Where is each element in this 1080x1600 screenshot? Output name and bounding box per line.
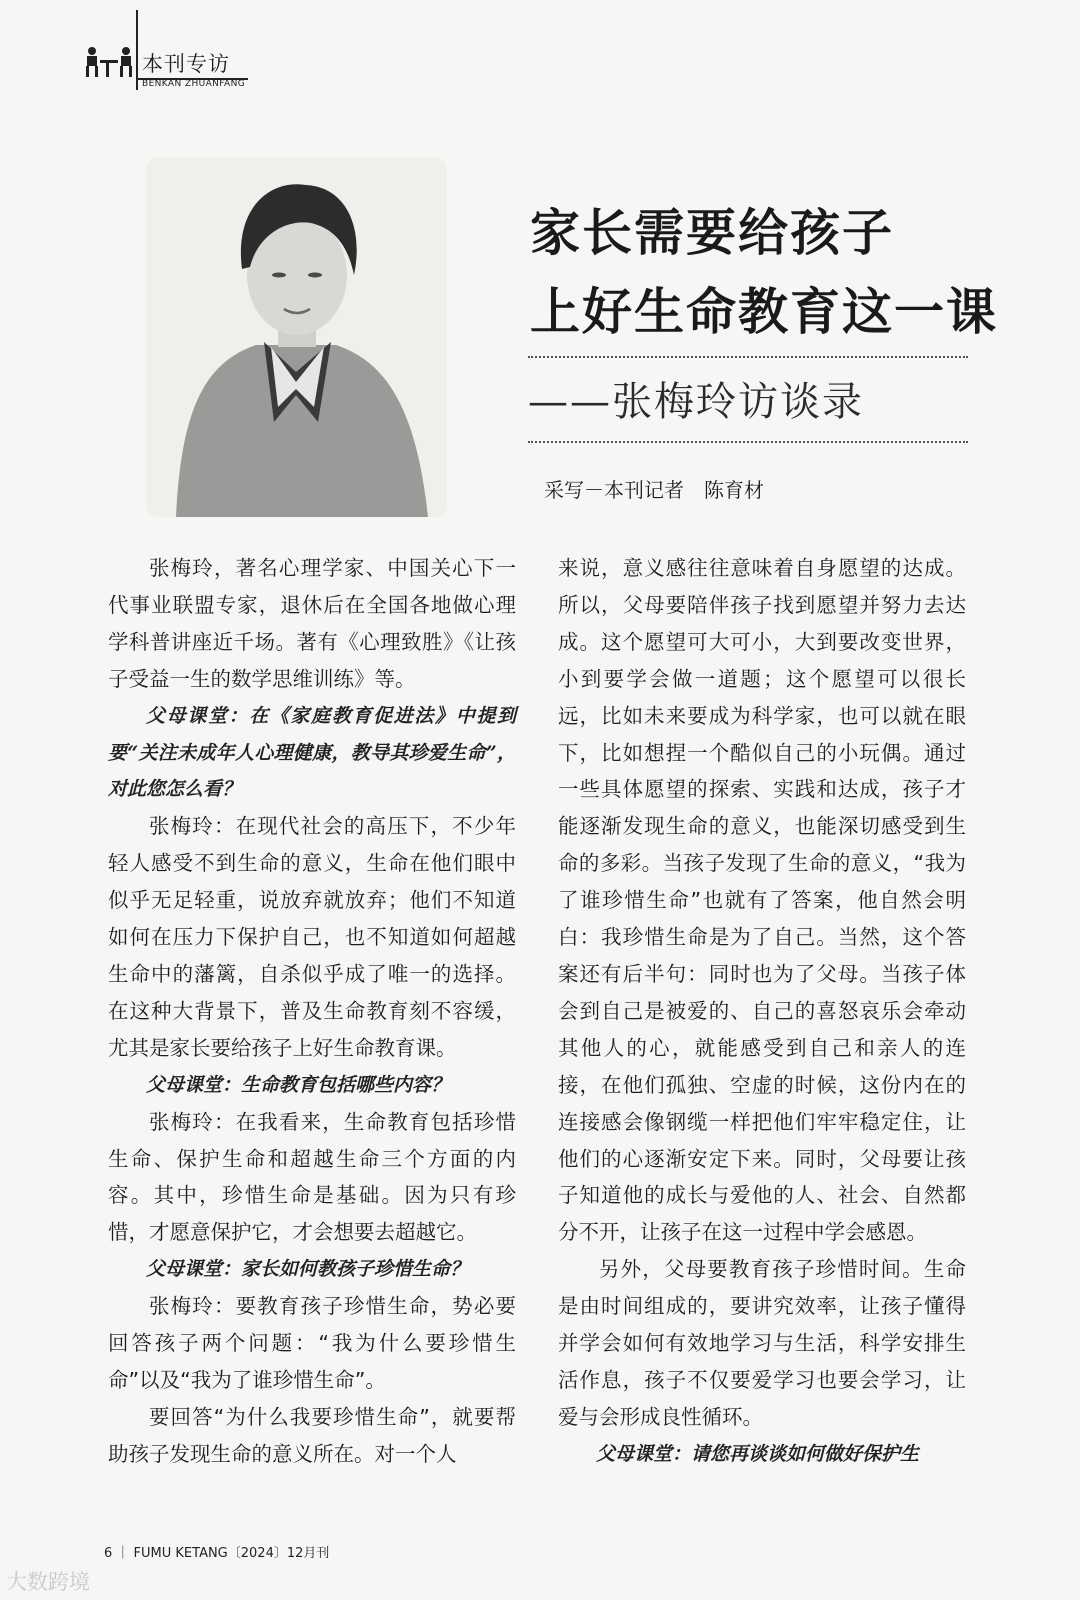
question: 父母课堂：在《家庭教育促进法》中提到要“关注未成年人心理健康，教导其珍爱生命”，对此您怎么看？	[108, 704, 516, 801]
section-title: 本刊专访	[142, 52, 230, 76]
question: 父母课堂：家长如何教孩子珍惜生命？	[146, 1258, 470, 1281]
article-byline: 采写－本刊记者 陈育材	[544, 478, 764, 502]
paragraph: 来说，意义感往往意味着自身愿望的达成。所以，父母要陪伴孩子找到愿望并努力去达成。这个愿望可大可小，大到要改变世界，小到要学会做一道题；这个愿望可以很长远，比如未来要成为科学家，也可以就在眼下，比如想捏一个酷似自己的小玩偶。通过一些具体愿望的探索、实践和达成，孩子才能逐渐发现生命的意义，也能深切感受到生命的多彩。当孩子发现了生命的意义，“我为了谁珍惜生命”也就有了答案，他自然会明白：我珍惜生命是为了自己。当然，这个答案还有后半句：同时也为了父母。当孩子体会到自己是被爱的、自己的喜怒哀乐会牵动其他人的心，就能感受到自己和亲人的连接，在他们孤独、空虚的时候，这份内在的连接感会像钢缆一样把他们牢牢稳定住，让他们的心逐渐安定下来。同时，父母要让孩子知道他的成长与爱他的人、社会、自然都分不开，让孩子在这一过程中学会感恩。	[558, 556, 966, 1245]
portrait-photo	[146, 157, 447, 517]
interview-icon	[84, 46, 134, 78]
question: 父母课堂：生命教育包括哪些内容？	[146, 1073, 451, 1096]
section-pinyin: BENKAN ZHUANFANG	[142, 79, 246, 89]
paragraph: 张梅玲：在现代社会的高压下，不少年轻人感受不到生命的意义，生命在他们眼中似乎无足轻重，说放弃就放弃；他们不知道如何在压力下保护自己，也不知道如何超越生命中的藩篱，自杀似乎成了唯一的选择。在这种大背景下，普及生命教育刻不容缓，尤其是家长要给孩子上好生命教育课。	[108, 814, 516, 1060]
article-title-line1: 家长需要给孩子	[530, 203, 894, 262]
page-footer: 6 ｜ FUMU KETANG〔2024〕12月刊	[104, 1546, 330, 1561]
paragraph: 张梅玲，著名心理学家、中国关心下一代事业联盟专家，退休后在全国各地做心理学科普讲座近千场。著有《心理致胜》《让孩子受益一生的数学思维训练》等。	[108, 556, 516, 691]
paragraph: 张梅玲：在我看来，生命教育包括珍惜生命、保护生命和超越生命三个方面的内容。其中，珍惜生命是基础。因为只有珍惜，才愿意保护它，才会想要去超越它。	[108, 1109, 516, 1245]
paragraph: 要回答“为什么我要珍惜生命”，就要帮助孩子发现生命的意义所在。对一个人	[108, 1404, 516, 1466]
article-subtitle: ——张梅玲访谈录	[528, 379, 864, 425]
article-title-line2: 上好生命教育这一课	[530, 282, 998, 341]
paragraph: 张梅玲：要教育孩子珍惜生命，势必要回答孩子两个问题：“我为什么要珍惜生命”以及“我为了谁珍惜生命”。	[108, 1294, 516, 1392]
paragraph: 另外，父母要教育孩子珍惜时间。生命是由时间组成的，要讲究效率，让孩子懂得并学会如何有效地学习与生活，科学安排生活作息，孩子不仅要爱学习也要会学习，让爱与会形成良性循环。	[558, 1257, 966, 1429]
right-column	[558, 550, 966, 1473]
question: 父母课堂：请您再谈谈如何做好保护生	[596, 1442, 920, 1465]
dotted-rule-top	[528, 356, 968, 358]
watermark: 大数跨境	[6, 1570, 90, 1594]
left-column	[108, 550, 516, 1473]
section-header	[84, 8, 254, 88]
dotted-rule-bottom	[528, 441, 968, 443]
